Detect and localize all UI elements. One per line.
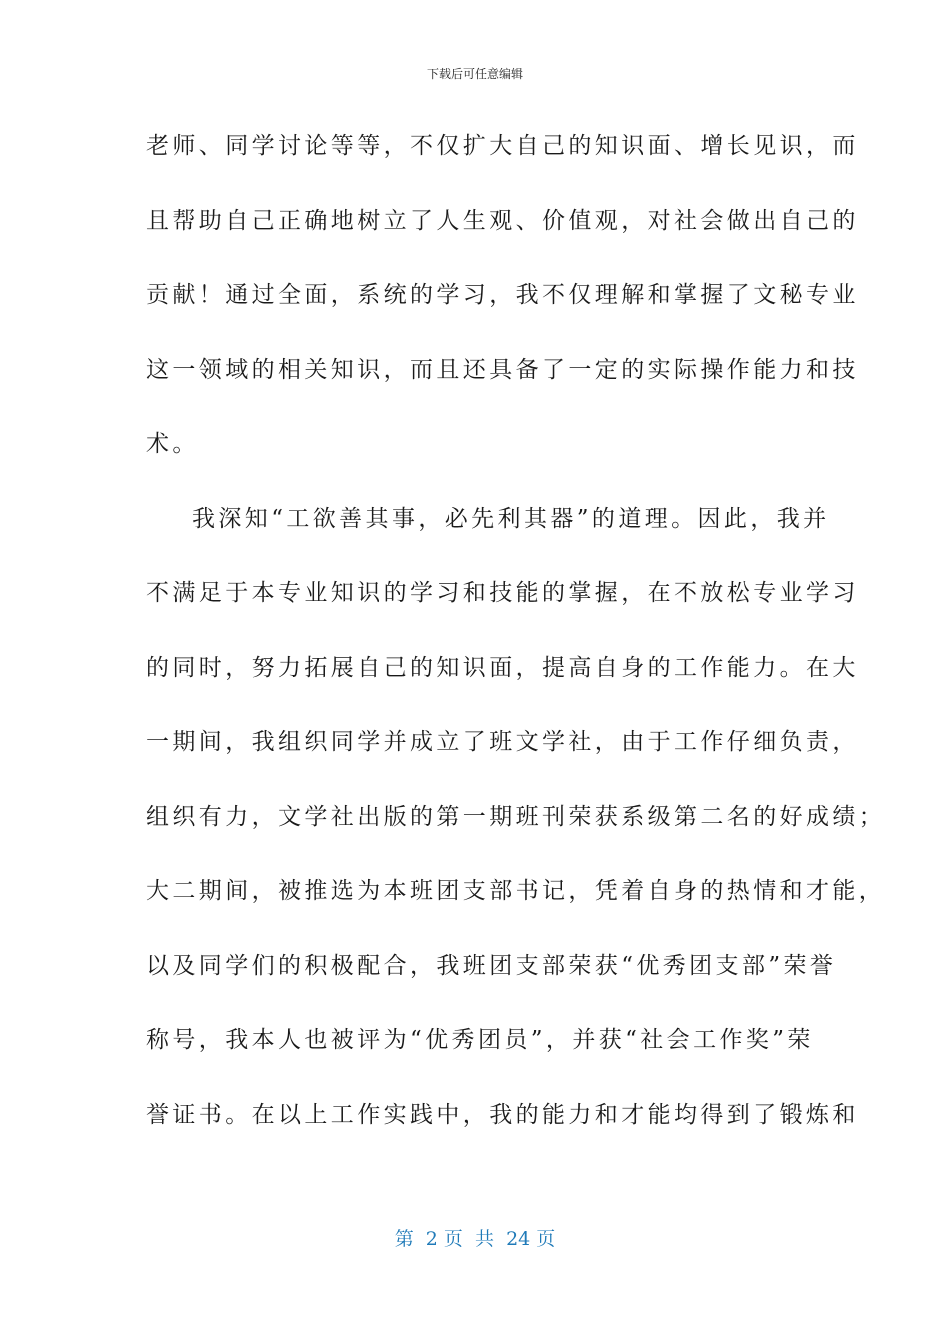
- page-number: 第 2 页 共 24 页: [394, 1228, 556, 1250]
- text-line: 这一领域的相关知识，而且还具备了一定的实际操作能力和技: [146, 356, 859, 383]
- text-line: 的同时，努力拓展自己的知识面，提高自身的工作能力。在大: [146, 654, 859, 681]
- body-text: [146, 126, 886, 1169]
- text-line: 且帮助自己正确地树立了人生观、价值观，对社会做出自己的: [146, 207, 859, 234]
- paragraph-first-line: 我深知“工欲善其事，必先利其器”的道理。因此，我并: [192, 505, 830, 532]
- text-line: 以及同学们的积极配合，我班团支部荣获“优秀团支部”荣誉: [146, 952, 837, 979]
- text-line: 贡献！通过全面，系统的学习，我不仅理解和掌握了文秘专业: [146, 282, 859, 308]
- text-line: 称号，我本人也被评为“优秀团员”，并获“社会工作奖”荣: [146, 1027, 814, 1053]
- text-line: 誉证书。在以上工作实践中，我的能力和才能均得到了锻炼和: [146, 1101, 859, 1128]
- text-line: 不满足于本专业知识的学习和技能的掌握，在不放松专业学习: [146, 580, 859, 606]
- text-line: 大二期间，被推选为本班团支部书记，凭着自身的热情和才能，: [146, 878, 886, 904]
- header-note: 下载后可任意编辑: [426, 67, 523, 81]
- text-line: 术。: [146, 431, 199, 457]
- text-line: 老师、同学讨论等等，不仅扩大自己的知识面、增长见识，而: [146, 133, 859, 159]
- text-line: 一期间，我组织同学并成立了班文学社，由于工作仔细负责，: [146, 729, 859, 755]
- text-line: 组织有力，文学社出版的第一期班刊荣获系级第二名的好成绩；: [146, 803, 886, 830]
